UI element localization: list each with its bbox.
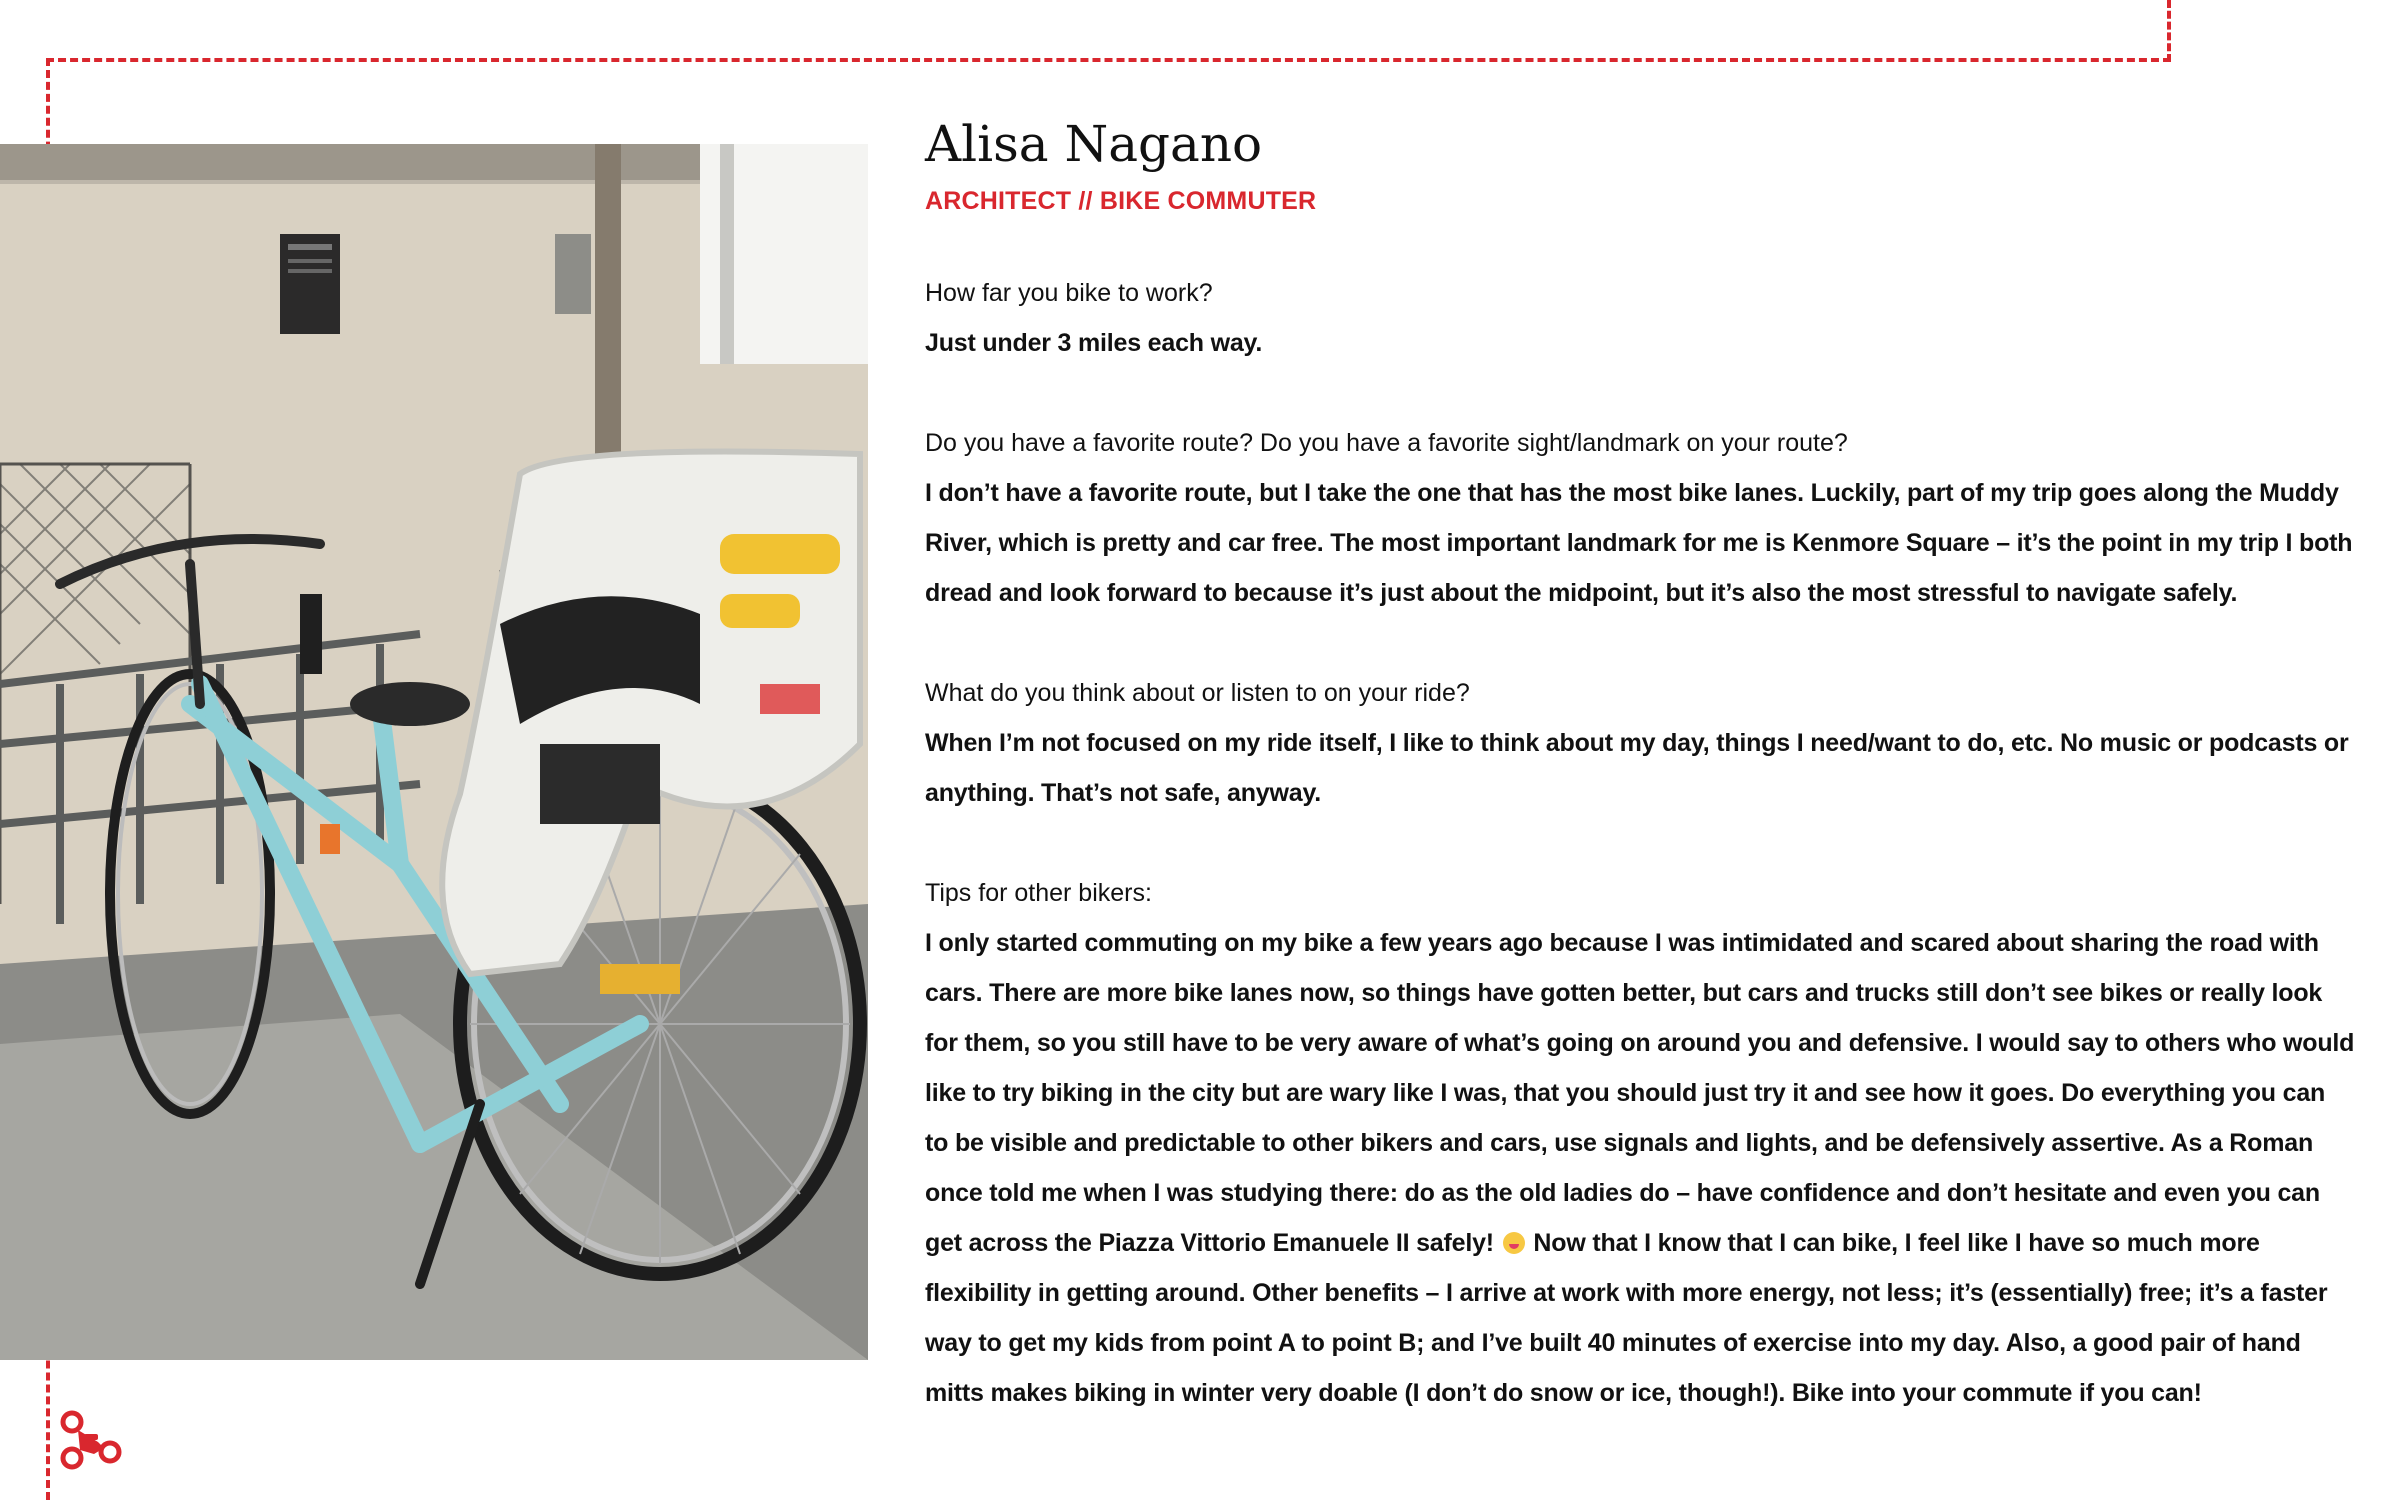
- answer: Just under 3 miles each way.: [925, 329, 1263, 357]
- answer: [925, 918, 2355, 1418]
- dashed-border-top: [46, 58, 2171, 62]
- person-subtitle: ARCHITECT // BIKE COMMUTER: [925, 187, 1317, 215]
- person-name: Alisa Nagano: [925, 115, 1263, 173]
- qa-block: [925, 268, 2355, 368]
- qa-block: [925, 418, 2355, 618]
- answer-part: I only started commuting on my bike a few years ago because I was intimidated and scared about sharing the road with cars. There are more bike lanes now, so things have gotten better, but cars and trucks still don’t see bikes or really look for them, so you still have to be very aware of what’s going on around you and defensive. I would say to others who would like to try biking in the city but are wary like I was, that you should just try it and see how it goes. Do everything you can to be visible and predictable to other bikers and cars, use signals and lights, and be defensively assertive. As a Roman once told me when I was studying there: do as the old ladies do – have confidence and don’t hesitate and even you can get across the Piazza Vittorio Emanuele II safely!: [925, 929, 2355, 1257]
- bicycle-photo: [0, 144, 868, 1360]
- answer-part: Now that I know that I can bike, I feel like I have so much more flexibility in getting around. Other benefits – I arrive at work with more energy, not less; it’s (essentially) free; it’s a faster way to get my kids from point A to point B; and I’ve built 40 minutes of exercise into my day. Also, a good pair of hand mitts makes biking in winter very doable (I don’t do snow or ice, though!). Bike into your commute if you can!: [925, 1229, 2328, 1407]
- dashed-border-right: [2167, 0, 2171, 62]
- interview-content: [925, 112, 2355, 1418]
- qa-section: [925, 268, 2355, 1418]
- qa-block: [925, 668, 2355, 818]
- question: Tips for other bikers:: [925, 879, 1152, 907]
- question: How far you bike to work?: [925, 279, 1213, 307]
- question: What do you think about or listen to on your ride?: [925, 679, 1470, 707]
- answer: I don’t have a favorite route, but I take the one that has the most bike lanes. Luckily, part of my trip goes along the Muddy River, which is pretty and car free. The most important landmark for me is Kenmore Square – it’s the point in my trip I both dread and look forward to because it’s just about the midpoint, but it’s also the most stressful to navigate safely.: [925, 479, 2353, 607]
- grinning-face-icon: [1503, 1232, 1525, 1254]
- qa-block: [925, 868, 2355, 1418]
- bike-logo-icon: [58, 1408, 128, 1478]
- question: Do you have a favorite route? Do you have a favorite sight/landmark on your route?: [925, 429, 1848, 457]
- answer: When I’m not focused on my ride itself, I like to think about my day, things I need/want to do, etc. No music or podcasts or anything. That’s not safe, anyway.: [925, 729, 2349, 807]
